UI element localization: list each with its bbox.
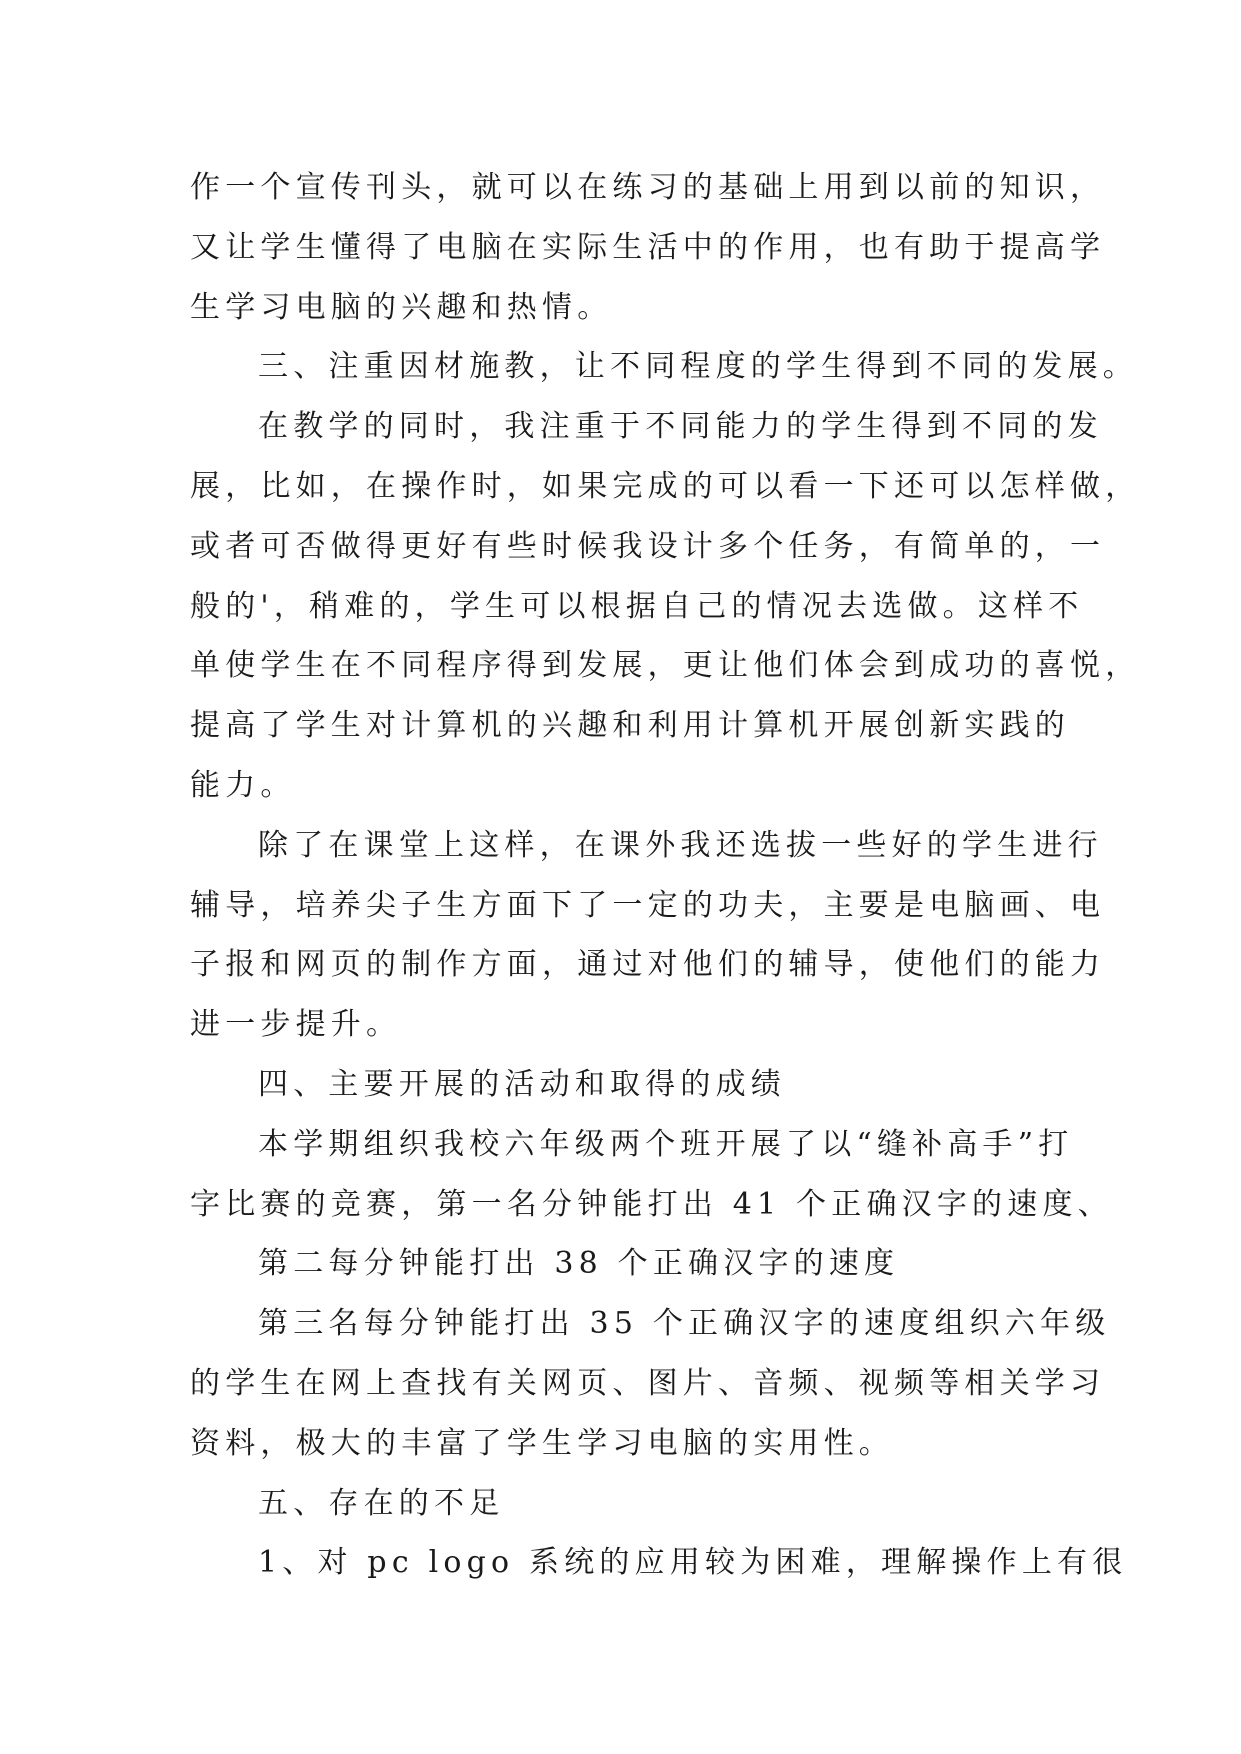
text-line: 或者可否做得更好有些时候我设计多个任务，有简单的，一 — [190, 528, 1106, 564]
text-line: 提高了学生对计算机的兴趣和利用计算机开展创新实践的 — [190, 708, 1070, 744]
text-line: 在教学的同时，我注重于不同能力的学生得到不同的发 — [258, 409, 1103, 445]
text-line: 辅导，培养尖子生方面下了一定的功夫，主要是电脑画、电 — [190, 887, 1106, 923]
text-line: 子报和网页的制作方面，通过对他们的辅导，使他们的能力 — [190, 947, 1106, 983]
text-line: 作一个宣传刊头，就可以在练习的基础上用到以前的知识， — [190, 170, 1106, 205]
text-line: 的学生在网上查找有关网页、图片、音频、视频等相关学习 — [190, 1365, 1106, 1401]
section-heading: 四、主要开展的活动和取得的成绩 — [258, 1066, 786, 1102]
text-line: 除了在课堂上这样，在课外我还选拔一些好的学生进行 — [258, 827, 1103, 863]
text-line: 第三名每分钟能打出 35 个正确汉字的速度组织六年级 — [258, 1306, 1111, 1342]
text-line: 单使学生在不同程序得到发展，更让他们体会到成功的喜悦， — [190, 648, 1141, 684]
document-body — [190, 158, 1141, 1593]
text-line: 1、对 pc logo 系统的应用较为困难，理解操作上有很 — [258, 1545, 1128, 1581]
section-heading: 三、注重因材施教，让不同程度的学生得到不同的发展。 — [258, 349, 1138, 385]
text-line: 又让学生懂得了电脑在实际生活中的作用，也有助于提高学 — [190, 229, 1106, 265]
section-heading: 五、存在的不足 — [258, 1485, 505, 1521]
text-line: 能力。 — [190, 767, 296, 803]
text-line: 进一步提升。 — [190, 1007, 402, 1043]
text-line: 字比赛的竞赛，第一名分钟能打出 41 个正确汉字的速度、 — [190, 1186, 1113, 1222]
text-line: 本学期组织我校六年级两个班开展了以“缝补高手”打 — [258, 1126, 1074, 1162]
text-line: 生学习电脑的兴趣和热情。 — [190, 289, 613, 325]
text-line: 第二每分钟能打出 38 个正确汉字的速度 — [258, 1246, 900, 1282]
text-line: 展，比如，在操作时，如果完成的可以看一下还可以怎样做， — [190, 468, 1141, 504]
text-line: 般的'，稍难的，学生可以根据自己的情况去选做。这样不 — [190, 588, 1084, 624]
text-line: 资料，极大的丰富了学生学习电脑的实用性。 — [190, 1425, 894, 1461]
